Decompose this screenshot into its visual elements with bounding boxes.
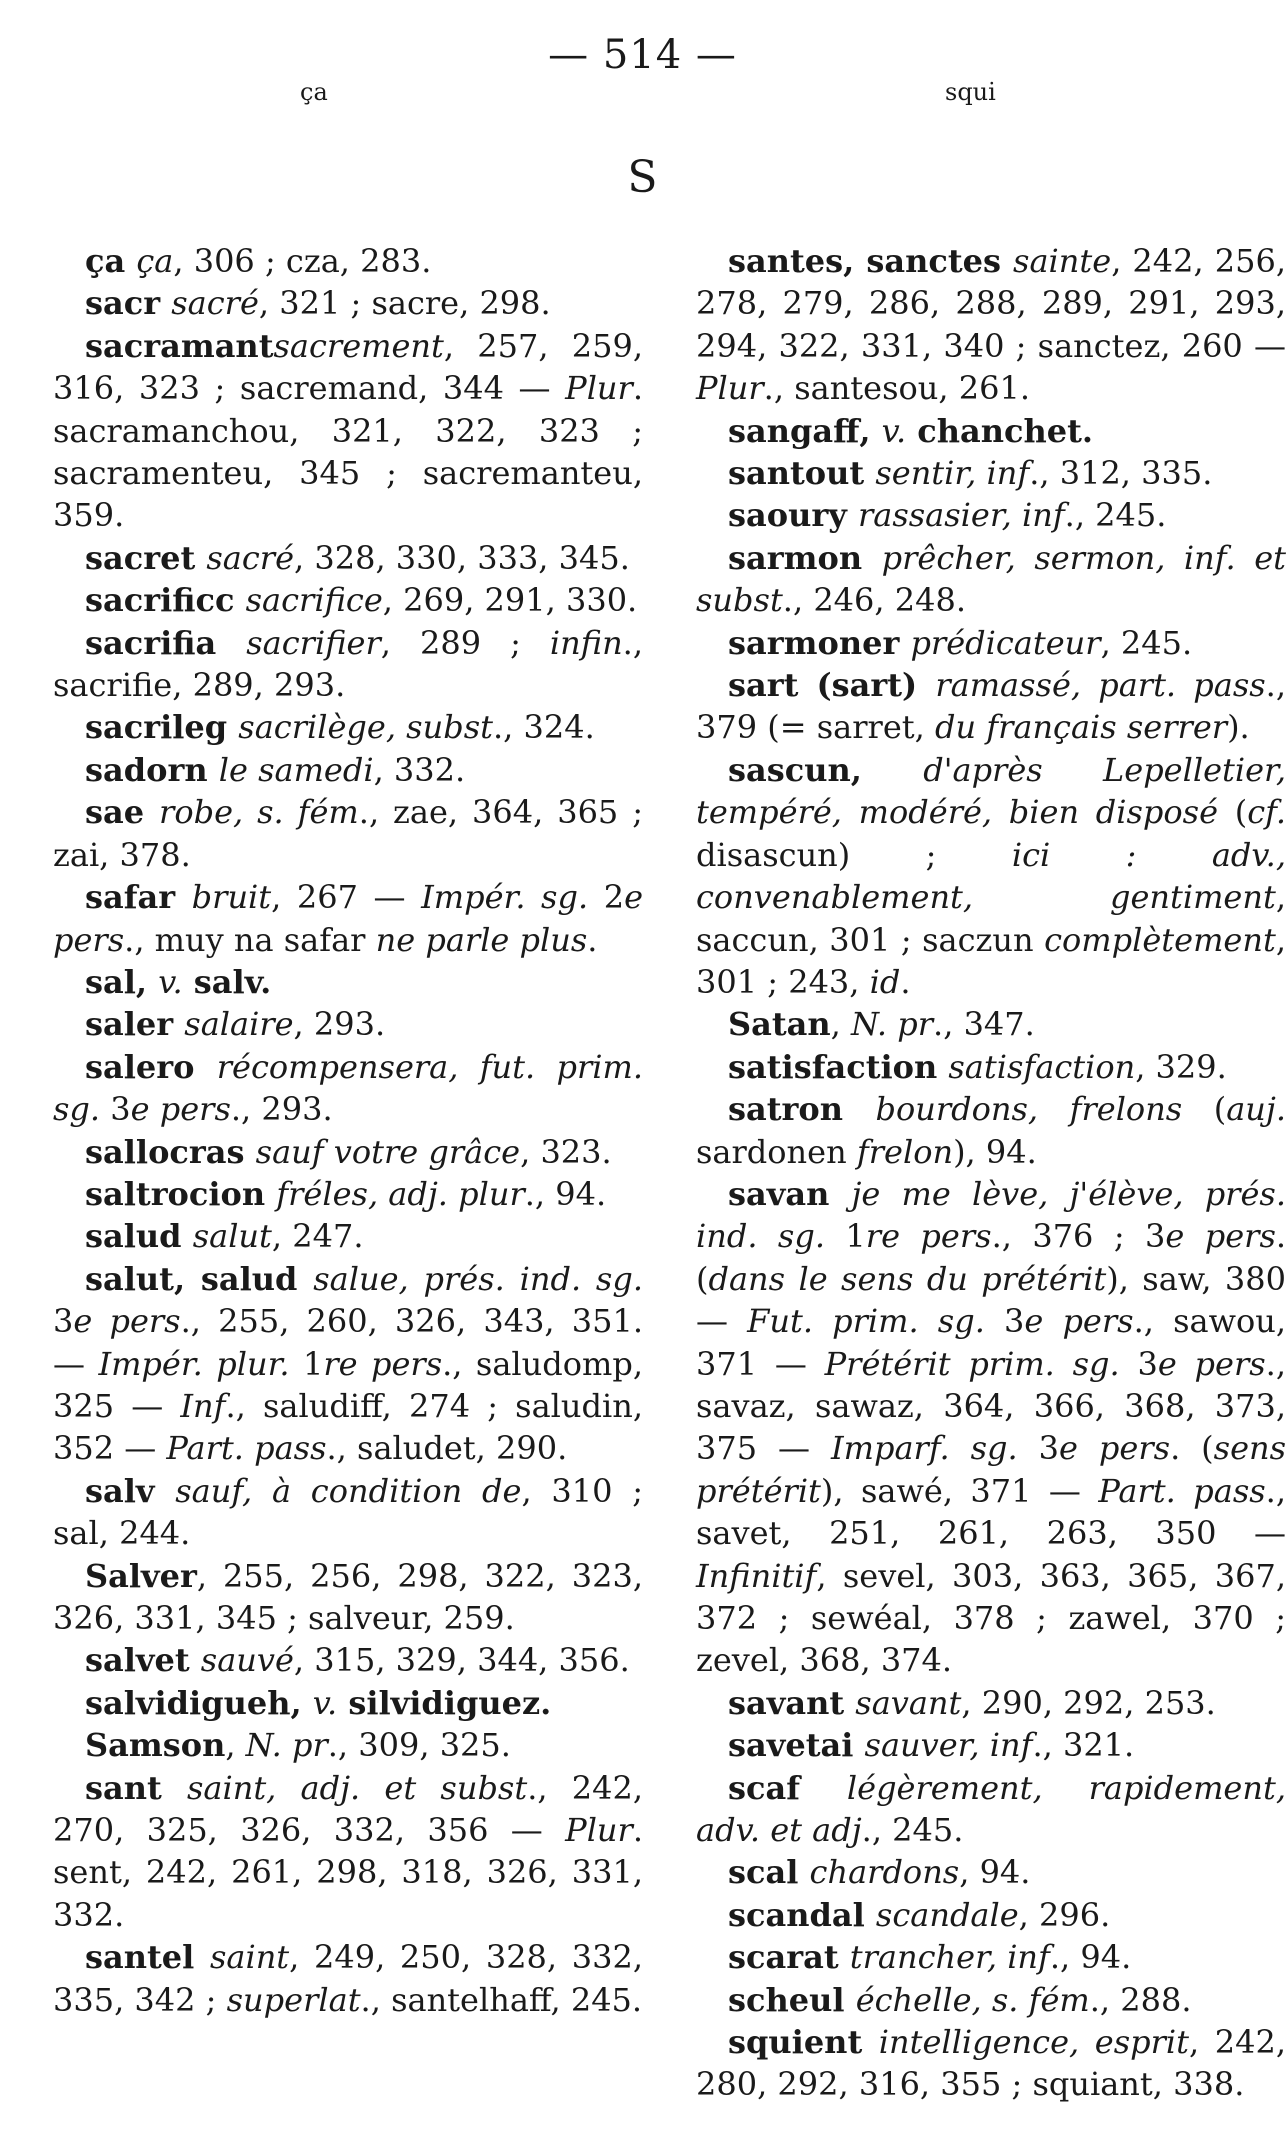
entry-headword: sarmoner [728, 623, 911, 662]
entry-text: , 257, 259, 316, 323 ; sacremand, 344 — [53, 326, 643, 408]
entry-gloss: Part. pass [166, 1429, 327, 1468]
entry-headword: santes, sanctes [728, 242, 1014, 280]
entry-gloss: légèrement, rapidement, adv. et adj [696, 1768, 1286, 1850]
entry-text: ), saw, 380 — [696, 1259, 1286, 1341]
entry-headword: sacr [85, 284, 172, 323]
entry-gloss: cf. [1247, 793, 1286, 832]
entry-gloss: sacré [171, 284, 259, 323]
entry-text: , 242, 280, 292, 316, 355 ; squiant, 338. [696, 2023, 1286, 2104]
entry-headword: savant [728, 1683, 856, 1722]
dictionary-entry [53, 1046, 643, 1131]
entry-text: , 329. [1135, 1047, 1227, 1086]
dictionary-entry [53, 579, 643, 621]
entry-headword: salero [85, 1047, 217, 1086]
entry-gloss: sacrilège, subst [238, 708, 493, 747]
entry-headword: sant [85, 1768, 187, 1807]
entry-text: ., saludomp, 325 — [53, 1344, 643, 1425]
entry-text: ., sawou, 371 — [696, 1302, 1286, 1383]
entry-text: ., 246, 248. [782, 581, 966, 620]
page-number: — 514 — [548, 32, 737, 78]
entry-text: ., 255, 260, 326, 343, 351. — [53, 1302, 644, 1383]
entry-gloss: rassasier, inf [857, 496, 1065, 535]
entry-text: ., zae, 364, 365 ; zai, 378. [53, 793, 644, 874]
dictionary-entry [53, 1682, 643, 1724]
entry-headword: sadorn [85, 750, 219, 789]
entry-gloss: v. [158, 962, 183, 1001]
dictionary-entry [696, 1979, 1286, 2021]
dictionary-entry [53, 706, 643, 748]
entry-text: , 242, 256, 278, 279, 286, 288, 289, 291, 293, 294, 322, 331, 340 ; sanctez, 260 — [696, 242, 1286, 365]
entry-gloss: e pers [73, 1302, 181, 1341]
entry-gloss: sentir, inf [875, 454, 1030, 493]
entry-gloss: e pers [130, 1090, 231, 1129]
dictionary-entry [696, 537, 1286, 622]
dictionary-entry [53, 1173, 643, 1215]
entry-text: ., 347. [933, 1005, 1035, 1044]
entry-gloss: Plur [565, 1811, 633, 1850]
entry-headword: satron [728, 1090, 876, 1129]
dictionary-entry [696, 1851, 1286, 1893]
entry-text: , 323. [520, 1132, 612, 1171]
entry-text: , 332. [373, 750, 466, 789]
running-head-right: squi [945, 78, 996, 106]
entry-gloss: fréles, adj. plur [276, 1174, 525, 1213]
entry-headword: scandal [728, 1895, 876, 1934]
entry-gloss: sacrifice [245, 581, 383, 620]
entry-gloss: sainte [1013, 242, 1112, 280]
entry-gloss: Imparf. sg. [830, 1429, 1018, 1468]
entry-headword: sascun, [728, 750, 924, 789]
entry-text: , 321 ; sacre, 298. [258, 284, 551, 323]
entry-gloss: e pers [53, 878, 644, 959]
entry-gloss: e pers [1157, 1344, 1266, 1383]
entry-text: . ( [1170, 1429, 1214, 1468]
entry-text: ., saludet, 290. [326, 1429, 568, 1468]
entry-headword: salud [85, 1217, 193, 1256]
left-column [53, 240, 643, 2021]
entry-text: , sevel, 303, 363, 365, 367, 372 ; sewéal, 378 ; zawel, 370 ; zevel, 368, 374. [696, 1556, 1286, 1680]
dictionary-entry [53, 325, 643, 537]
entry-gloss: ramassé, part. pass [935, 666, 1266, 705]
dictionary-entry [696, 1767, 1286, 1852]
entry-gloss: prédicateur [910, 623, 1101, 662]
entry-headword: saler [85, 1005, 185, 1044]
entry-gloss: Impér. sg. [421, 878, 589, 917]
entry-gloss: e pers [1059, 1429, 1171, 1468]
dictionary-entry [53, 1470, 643, 1555]
entry-text: ., savet, 251, 261, 263, 350 — [696, 1471, 1286, 1553]
entry-text: , [225, 1726, 246, 1765]
entry-gloss: sens prétérit [696, 1429, 1286, 1510]
entry-text: , 249, 250, 328, 332, 335, 342 ; [53, 1938, 644, 2019]
entry-headword: safar [85, 878, 192, 917]
dictionary-entry [53, 622, 643, 707]
dictionary-entry [53, 282, 643, 324]
entry-gloss: infin [549, 623, 623, 662]
entry-text: ., 242, 270, 325, 326, 332, 356 — [53, 1768, 643, 1850]
dictionary-entry [53, 1215, 643, 1257]
entry-text: ., 293. [230, 1090, 333, 1129]
entry-gloss: re pers [323, 1344, 443, 1383]
entry-text: ., 288. [1089, 1980, 1192, 2019]
dictionary-entry [696, 664, 1286, 749]
dictionary-entry [53, 876, 643, 961]
page-header [0, 0, 1285, 203]
running-head-left: ça [300, 78, 328, 106]
entry-headword: scarat [728, 1938, 850, 1977]
dictionary-entry [53, 1131, 643, 1173]
entry-text: , 94. [959, 1853, 1031, 1892]
entry-gloss: dans le sens du prétérit [708, 1259, 1107, 1298]
entry-headword: saoury [728, 496, 858, 535]
entry-gloss: Plur [565, 369, 633, 408]
entry-gloss: Infinitif [696, 1556, 817, 1595]
entry-text: ( [1218, 793, 1248, 832]
entry-gloss: e pers [1165, 1217, 1276, 1256]
entry-text: , 289 ; [380, 623, 550, 662]
entry-headword: silvidiguez. [337, 1683, 552, 1722]
entry-gloss: du français serrer [934, 708, 1228, 747]
entry-text: ., muy na safar [124, 920, 376, 959]
entry-text: , 301 ; 243, [696, 920, 1286, 1001]
entry-headword: scaf [728, 1768, 847, 1807]
entry-headword: savetai [728, 1726, 865, 1765]
entry-gloss: sacrement [273, 326, 444, 365]
entry-text: , 310 ; sal, 244. [53, 1471, 644, 1553]
entry-gloss: le samedi [218, 750, 374, 789]
entry-headword: sacrifia [85, 623, 247, 662]
entry-text: , saccun, 301 ; saczun [696, 878, 1286, 959]
dictionary-entry [696, 1894, 1286, 1936]
dictionary-entry [696, 2021, 1286, 2106]
entry-gloss: Impér. plur. [98, 1344, 290, 1383]
entry-text: ., 245. [861, 1811, 964, 1850]
entry-headword: santel [85, 1938, 210, 1977]
entry-gloss: salaire [184, 1005, 294, 1044]
entry-text: ., 321. [1032, 1726, 1135, 1765]
entry-gloss: superlat [226, 1980, 361, 2019]
dictionary-entry [53, 1639, 643, 1681]
entry-headword: sal, [85, 962, 159, 1001]
entry-gloss: N. pr [850, 1005, 934, 1044]
entry-gloss: échelle, s. fém [855, 1980, 1090, 2019]
entry-headword: sarmon [728, 538, 882, 577]
entry-headword: chanchet. [906, 411, 1094, 450]
entry-gloss: sauf votre grâce [255, 1132, 521, 1171]
entry-gloss: sacré [206, 538, 295, 577]
dictionary-entry [696, 494, 1286, 536]
entry-text: sardonen [696, 1132, 857, 1171]
entry-text: , 306 ; cza, 283. [173, 242, 432, 280]
entry-gloss: sauver, inf [864, 1726, 1033, 1765]
entry-text: ., 376 ; 3 [991, 1217, 1166, 1256]
entry-headword: salvet [85, 1641, 201, 1680]
entry-gloss: sauf, à condition de [175, 1471, 522, 1510]
entry-text: ., sacrifie, 289, 293. [53, 623, 644, 705]
entry-gloss: N. pr [245, 1726, 328, 1765]
entry-gloss: bruit [191, 878, 272, 917]
entry-text: 2 [588, 878, 625, 917]
entry-gloss: Plur [696, 369, 764, 408]
dictionary-entry [53, 1555, 643, 1640]
entry-text: 1 [825, 1217, 866, 1256]
entry-text: ., savaz, sawaz, 364, 366, 368, 373, 375 — [696, 1344, 1286, 1468]
entry-gloss: prêcher, sermon, inf. et subst [696, 538, 1286, 620]
entry-text: 3 [1017, 1429, 1060, 1468]
entry-headword: santout [728, 454, 876, 493]
dictionary-entry [53, 749, 643, 791]
entry-gloss: salue, prés. ind. sg. [313, 1259, 644, 1298]
dictionary-entry [696, 622, 1286, 664]
right-column [696, 240, 1286, 2106]
entry-text: , [830, 1005, 851, 1044]
entry-headword: squient [728, 2023, 879, 2062]
entry-headword: sart (sart) [728, 666, 936, 705]
section-letter: S [627, 152, 658, 203]
entry-gloss: chardons [809, 1853, 960, 1892]
entry-text: 3 [100, 1090, 131, 1129]
dictionary-entry [53, 961, 643, 1003]
entry-gloss: saint, adj. et subst [186, 1768, 528, 1807]
entry-gloss: ça [136, 242, 174, 280]
dictionary-entry [53, 537, 643, 579]
dictionary-entry [53, 1724, 643, 1766]
entry-text: , 290, 292, 253. [961, 1683, 1216, 1722]
entry-text: . ( [696, 1217, 1286, 1298]
entry-headword: salv. [182, 962, 272, 1001]
entry-gloss: saint [209, 1938, 290, 1977]
entry-headword: sacramant [85, 326, 274, 365]
entry-gloss: frelon [856, 1132, 954, 1171]
dictionary-entry [53, 1936, 643, 2021]
entry-headword: salv [85, 1471, 176, 1510]
dictionary-entry [53, 1003, 643, 1045]
entry-text: , 315, 329, 344, 356. [293, 1641, 630, 1680]
dictionary-entry [696, 1046, 1286, 1088]
entry-headword: Samson [85, 1726, 226, 1765]
entry-gloss: récompensera, fut. prim. sg. [53, 1047, 643, 1129]
entry-gloss: sauvé [200, 1641, 294, 1680]
dictionary-entry [696, 1936, 1286, 1978]
entry-gloss: salut [192, 1217, 272, 1256]
entry-text: , 267 — [271, 878, 422, 917]
entry-gloss: scandale [875, 1895, 1019, 1934]
entry-text: ., 312, 335. [1029, 454, 1213, 493]
entry-text: ., saludiff, 274 ; saludin, 352 — [53, 1386, 644, 1468]
entry-headword: sae [85, 793, 160, 832]
entry-gloss: je me lève, j'élève, prés. ind. sg. [696, 1174, 1286, 1256]
entry-text: ), 94. [953, 1132, 1037, 1171]
dictionary-entry [53, 240, 643, 282]
entry-text: 1 [289, 1344, 324, 1383]
entry-headword: ça [85, 242, 137, 280]
entry-text: ., 379 (= sarret, [696, 666, 1286, 747]
entry-gloss: satisfaction [948, 1047, 1136, 1086]
entry-headword: sacrificc [85, 581, 246, 620]
entry-headword: Salver [85, 1556, 197, 1595]
dictionary-entry [696, 749, 1286, 1003]
entry-text: , 245. [1100, 623, 1193, 662]
entry-text: ., 245. [1064, 496, 1167, 535]
entry-headword: satisfaction [728, 1047, 949, 1086]
entry-text: ., santelhaff, 245. [360, 1980, 643, 2019]
entry-gloss: sacrifier [246, 623, 381, 662]
entry-text: . [587, 920, 598, 959]
entry-text: disascun) ; [696, 835, 1012, 874]
dictionary-entry [696, 410, 1286, 452]
dictionary-entry [696, 1173, 1286, 1682]
entry-gloss: id [869, 962, 901, 1001]
entry-text: , 328, 330, 333, 345. [294, 538, 630, 577]
dictionary-entry [53, 791, 643, 876]
entry-gloss: e pers [1024, 1302, 1134, 1341]
entry-headword: savan [728, 1174, 852, 1213]
entry-headword: sangaff, [728, 411, 882, 450]
entry-text: ). [1227, 708, 1250, 747]
entry-text: 3 [1119, 1344, 1158, 1383]
entry-gloss: v. [881, 411, 907, 450]
dictionary-entry [696, 1682, 1286, 1724]
dictionary-entry [696, 1003, 1286, 1045]
entry-text: , 296. [1018, 1895, 1111, 1934]
entry-text: 3 [53, 1302, 74, 1341]
dictionary-entry [696, 1088, 1286, 1173]
entry-text: ., 94. [524, 1174, 607, 1213]
entry-gloss: Fut. prim. sg. [747, 1302, 985, 1341]
entry-gloss: ne parle plus [375, 920, 588, 959]
entry-text: ., santesou, 261. [763, 369, 1030, 408]
entry-gloss: Prétérit prim. sg. [824, 1344, 1120, 1383]
entry-text: 3 [984, 1302, 1025, 1341]
entry-text: , 247. [271, 1217, 364, 1256]
dictionary-entry [53, 1258, 643, 1470]
entry-text: , 269, 291, 330. [382, 581, 638, 620]
entry-headword: saltrocion [85, 1174, 277, 1213]
entry-gloss: complètement [1044, 920, 1276, 959]
entry-gloss: v. [312, 1683, 338, 1722]
entry-gloss: intelligence, esprit [878, 2023, 1190, 2062]
entry-text: ., 324. [492, 708, 595, 747]
entry-headword: salut, salud [85, 1259, 314, 1298]
entry-headword: Satan [728, 1005, 831, 1044]
entry-gloss: re pers [865, 1217, 992, 1256]
entry-text: ., 94. [1049, 1938, 1132, 1977]
entry-gloss: robe, s. fém [159, 793, 359, 832]
entry-gloss: auj. [1226, 1090, 1286, 1129]
entry-headword: sallocras [85, 1132, 256, 1171]
entry-text: ), sawé, 371 — [820, 1471, 1099, 1510]
entry-headword: salvidigueh, [85, 1683, 313, 1722]
entry-text: . sent, 242, 261, 298, 318, 326, 331, 332. [53, 1811, 643, 1934]
entry-headword: scheul [728, 1980, 856, 2019]
entry-text: ( [1182, 1090, 1227, 1129]
entry-text: ., 309, 325. [327, 1726, 511, 1765]
dictionary-entry [696, 240, 1286, 410]
entry-gloss: ici : adv., convenablement, gentiment [696, 835, 1286, 917]
entry-gloss: savant [855, 1683, 962, 1722]
entry-gloss: trancher, inf [849, 1938, 1050, 1977]
entry-gloss: Inf [180, 1386, 226, 1425]
entry-headword: sacrileg [85, 708, 239, 747]
dictionary-entry [53, 1767, 643, 1937]
entry-headword: scal [728, 1853, 810, 1892]
entry-gloss: bourdons, frelons [875, 1090, 1183, 1129]
entry-text: , 293. [293, 1005, 386, 1044]
entry-headword: sacret [85, 538, 207, 577]
entry-gloss: d'après Lepelletier, tempéré, modéré, bien disposé [696, 750, 1286, 832]
entry-text: . [900, 962, 911, 1001]
dictionary-entry [696, 452, 1286, 494]
entry-gloss: Part. pass [1098, 1471, 1266, 1510]
entry-text: , 255, 256, 298, 322, 323, 326, 331, 345 ; salveur, 259. [53, 1556, 643, 1637]
dictionary-entry [696, 1724, 1286, 1766]
entry-text: . sacramanchou, 321, 322, 323 ; sacramenteu, 345 ; sacremanteu, 359. [53, 369, 643, 535]
